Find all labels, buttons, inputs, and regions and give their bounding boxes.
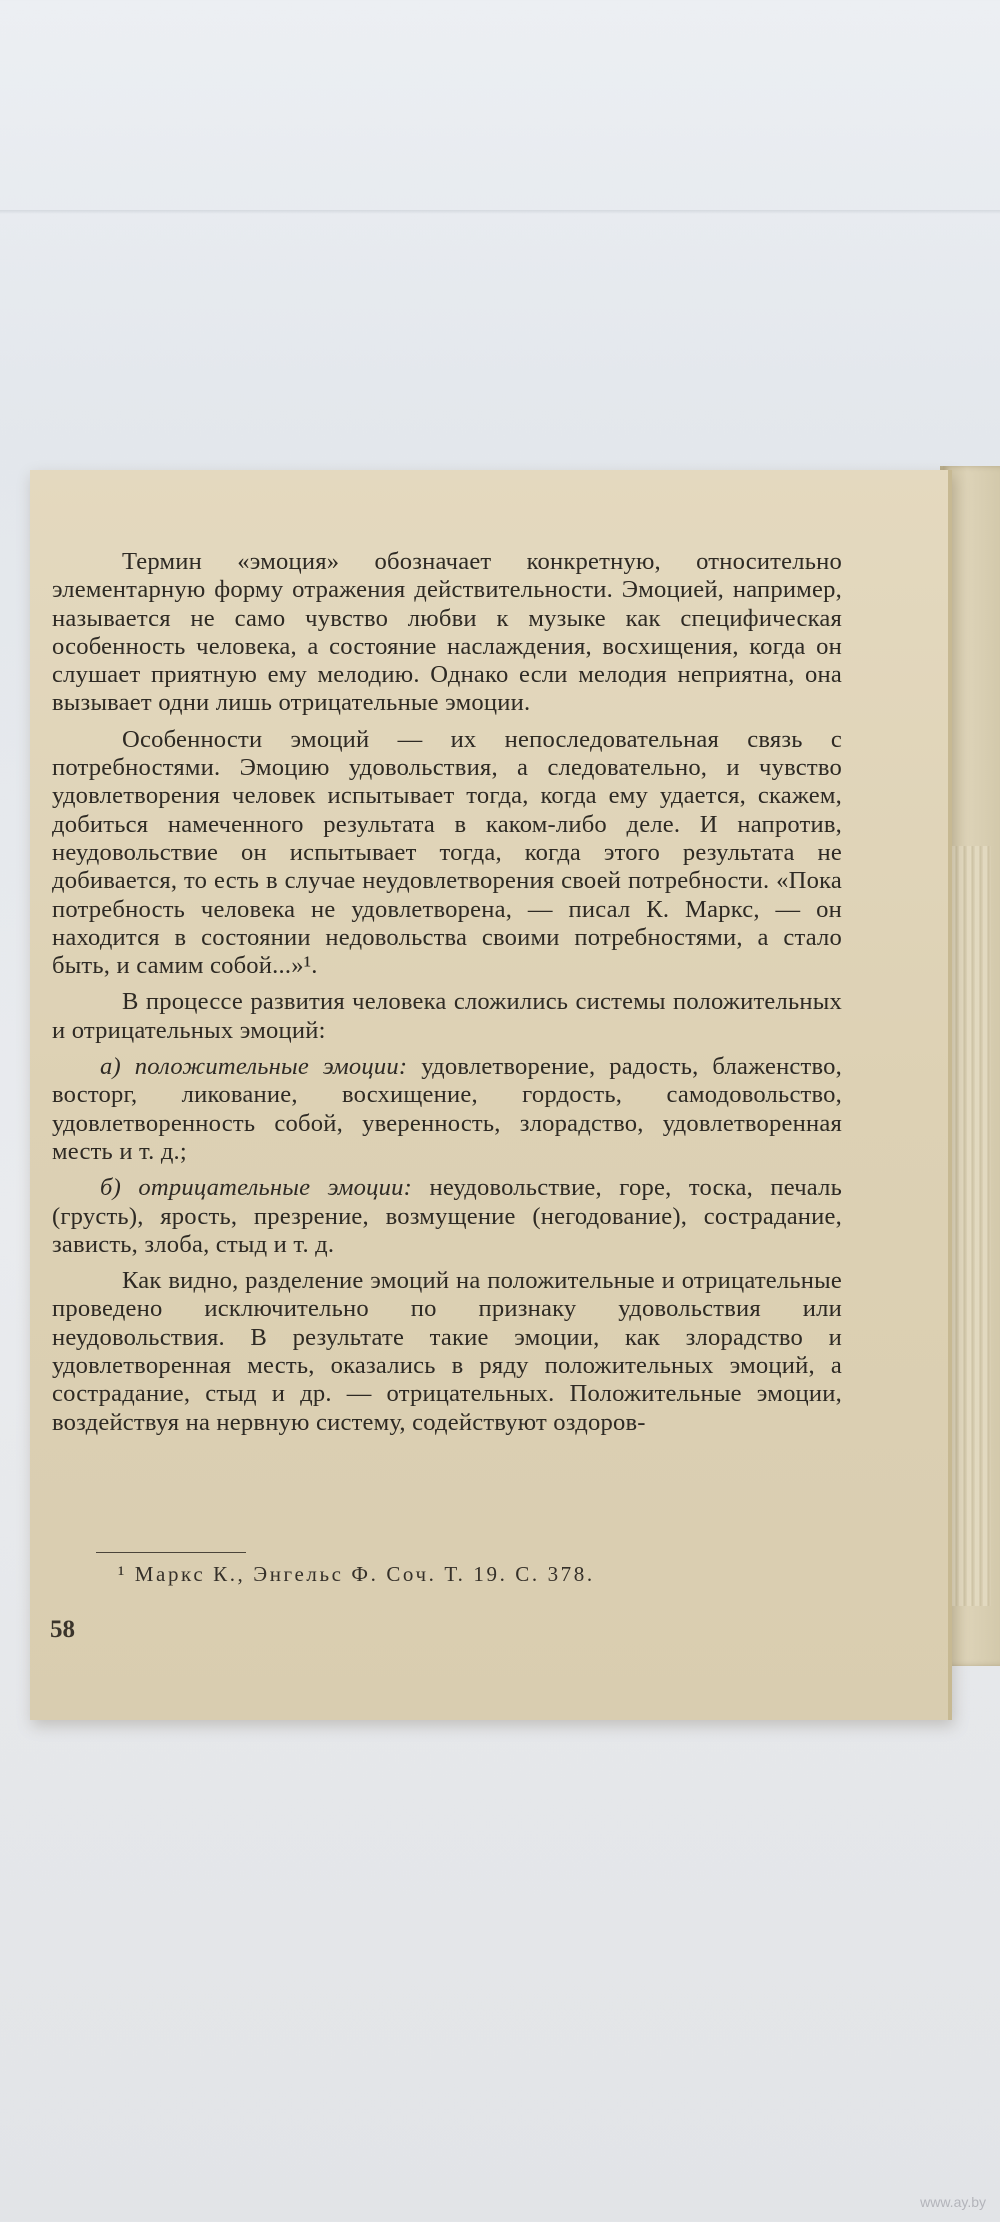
list-item-positive bbox=[52, 1053, 842, 1166]
footnote: ¹ Маркс К., Энгельс Ф. Соч. Т. 19. С. 378. bbox=[118, 1562, 595, 1586]
footnote-divider bbox=[96, 1552, 246, 1553]
body-text bbox=[52, 548, 842, 1445]
page-number: 58 bbox=[50, 1616, 75, 1643]
paragraph-4: Как видно, разделение эмоций на положительные и отрицательные проведено исключительно по признаку удовольствия или неудовольствия. В результате такие эмоции, как злорадство и удовлетворенная месть, оказались в ряду положительных эмоций, а сострадание, стыд и др. — отрицательных. Положительные эмоции, воздействуя на нервную систему, содействуют оздоров- bbox=[52, 1267, 842, 1436]
list-label-positive: а) положительные эмоции: bbox=[100, 1053, 408, 1081]
watermark: www.ay.by bbox=[920, 2194, 986, 2210]
paragraph-1: Термин «эмоция» обозначает конкретную, относительно элементарную форму отражения действительности. Эмоцией, например, называется не само чувство любви к музыке как специфическая особенность человека, а состояние наслаждения, восхищения, когда он слушает приятную ему мелодию. Однако если мелодия неприятна, она вызывает одни лишь отрицательные эмоции. bbox=[52, 548, 842, 717]
book-page bbox=[30, 470, 952, 1720]
list-text-negative: неудовольствие, горе, тоска, печаль (грусть), ярость, презрение, возмущение (негодование), сострадание, зависть, злоба, стыд и т. д. bbox=[52, 1174, 843, 1258]
table-edge bbox=[0, 210, 1000, 214]
list-item-negative bbox=[52, 1174, 842, 1259]
list-label-negative: б) отрицательные эмоции: bbox=[100, 1174, 413, 1202]
list-text-positive: удовлетворение, радость, блаженство, восторг, ликование, восхищение, гордость, самодовольство, удовлетворенность собой, уверенность, злорадство, удовлетворенная месть и т. д.; bbox=[52, 1053, 842, 1165]
paragraph-3: В процессе развития человека сложились системы положительных и отрицательных эмоций: bbox=[52, 988, 842, 1044]
paragraph-2: Особенности эмоций — их непоследовательная связь с потребностями. Эмоцию удовольствия, а следовательно, и чувство удовлетворения человек испытывает тогда, когда ему удается, скажем, добиться намеченного результата в каком-либо деле. И напротив, неудовольствие он испытывает тогда, когда этого результата не добивается, то есть в случае неудовлетворения своей потребности. «Пока потребность человека не удовлетворена, — писал К. Маркс, — он находится в состоянии недовольства своими потребностями, а стало быть, и самим собой...»¹. bbox=[52, 725, 842, 980]
